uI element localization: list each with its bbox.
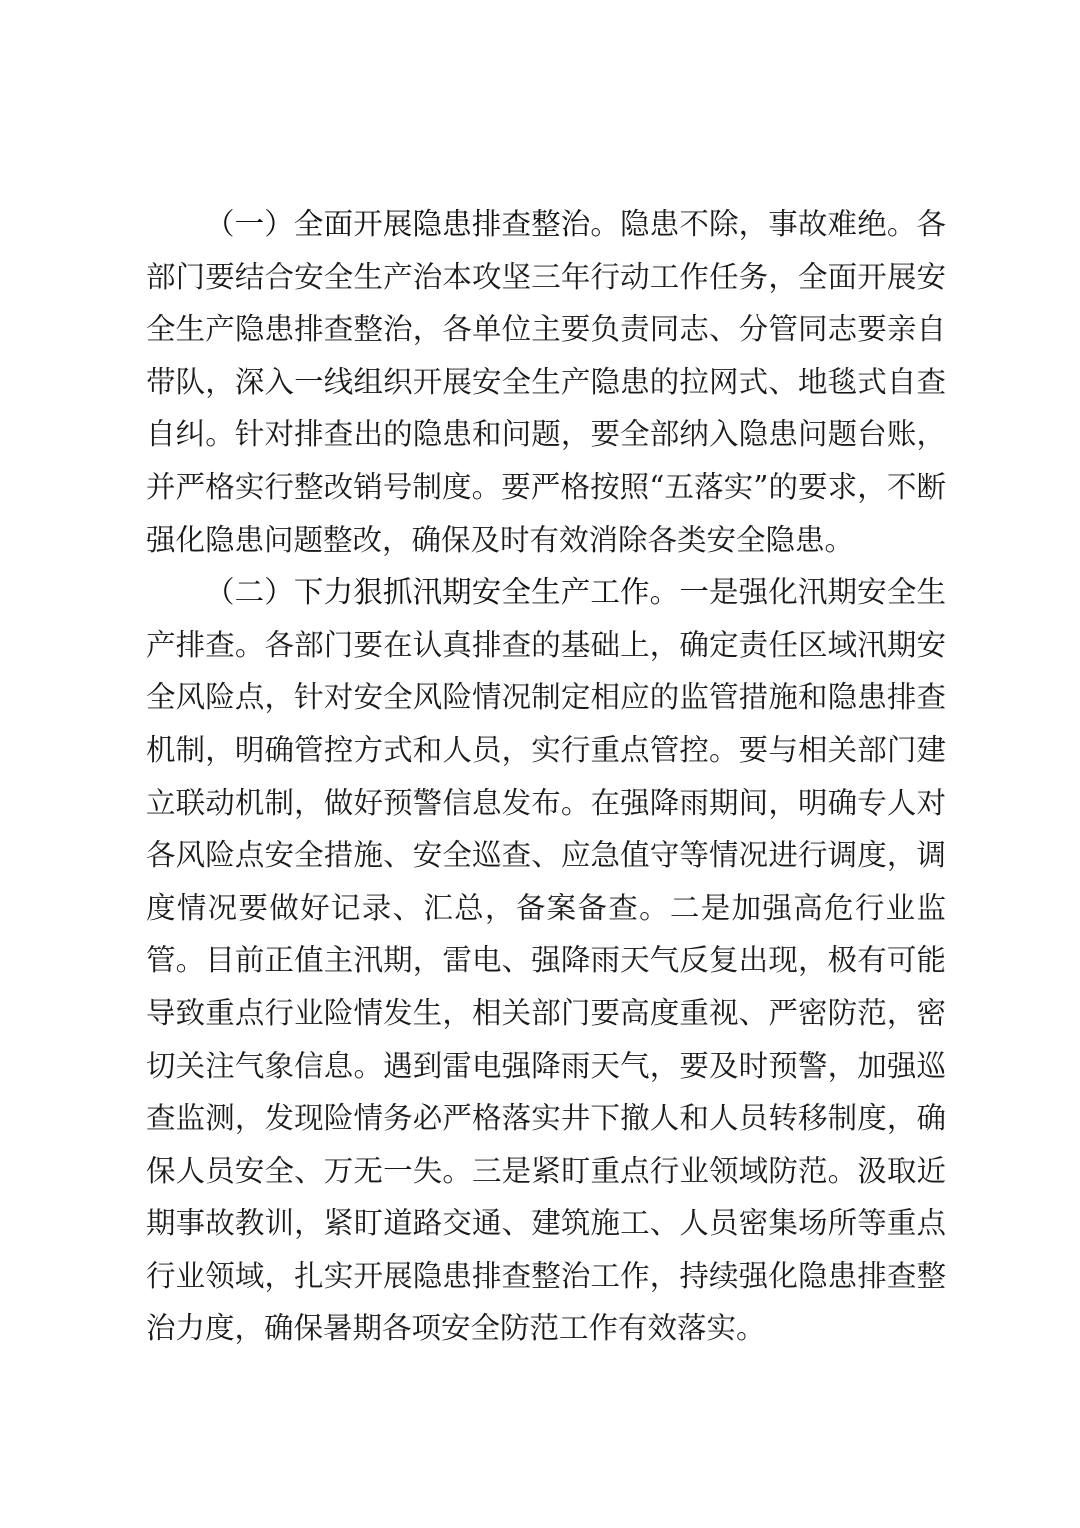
paragraph-1: [146, 198, 946, 566]
point-text-3: 紧盯重点行业领域防范。汲取近期事故教训，紧盯道路交通、建筑施工、人员密集场所等重点行业领域，扎实开展隐患排查整治工作，持续强化隐患排查整治力度，确保暑期各项安全防范工作有效落实。: [146, 1153, 946, 1346]
point-text-1: 强化汛期安全生产排查。各部门要在认真排查的基础上，确定责任区域汛期安全风险点，针对安全风险情况制定相应的监管措施和隐患排查机制，明确管控方式和人员，实行重点管控。要与相关部门建立联动机制，做好预警信息发布。在强降雨期间，明确专人对各风险点安全措施、安全巡查、应急值守等情况进行调度，调度情况要做好记录、汇总，备案备查。: [146, 575, 946, 925]
point-marker-3: 三是: [471, 1153, 532, 1188]
paragraph-2: [146, 566, 946, 1355]
point-text-2: 加强高危行业监管。目前正值主汛期，雷电、强降雨天气反复出现，极有可能导致重点行业险情发生，相关部门要高度重视、严密防范，密切关注气象信息。遇到雷电强降雨天气，要及时预警，加强巡查监测，发现险情务必严格落实井下撤人和人员转移制度，确保人员安全、万无一失。: [146, 890, 946, 1188]
point-marker-2: 二是: [669, 890, 732, 925]
section-heading-1: （一）全面开展隐患排查整治。: [205, 207, 621, 241]
section-heading-2: （二）下力狠抓汛期安全生产工作。: [205, 575, 680, 610]
paragraph-1-text: 隐患不除，事故难绝。各部门要结合安全生产治本攻坚三年行动工作任务，全面开展安全生产隐患排查整治，各单位主要负责同志、分管同志要亲自带队，深入一线组织开展安全生产隐患的拉网式、地毯式自查自纠。针对排查出的隐患和问题，要全部纳入隐患问题台账，并严格实行整改销号制度。要严格按照“五落实”的要求，不断强化隐患问题整改，确保及时有效消除各类安全隐患。: [146, 207, 946, 557]
document-body: [146, 198, 946, 1355]
point-marker-1: 一是: [679, 575, 739, 610]
